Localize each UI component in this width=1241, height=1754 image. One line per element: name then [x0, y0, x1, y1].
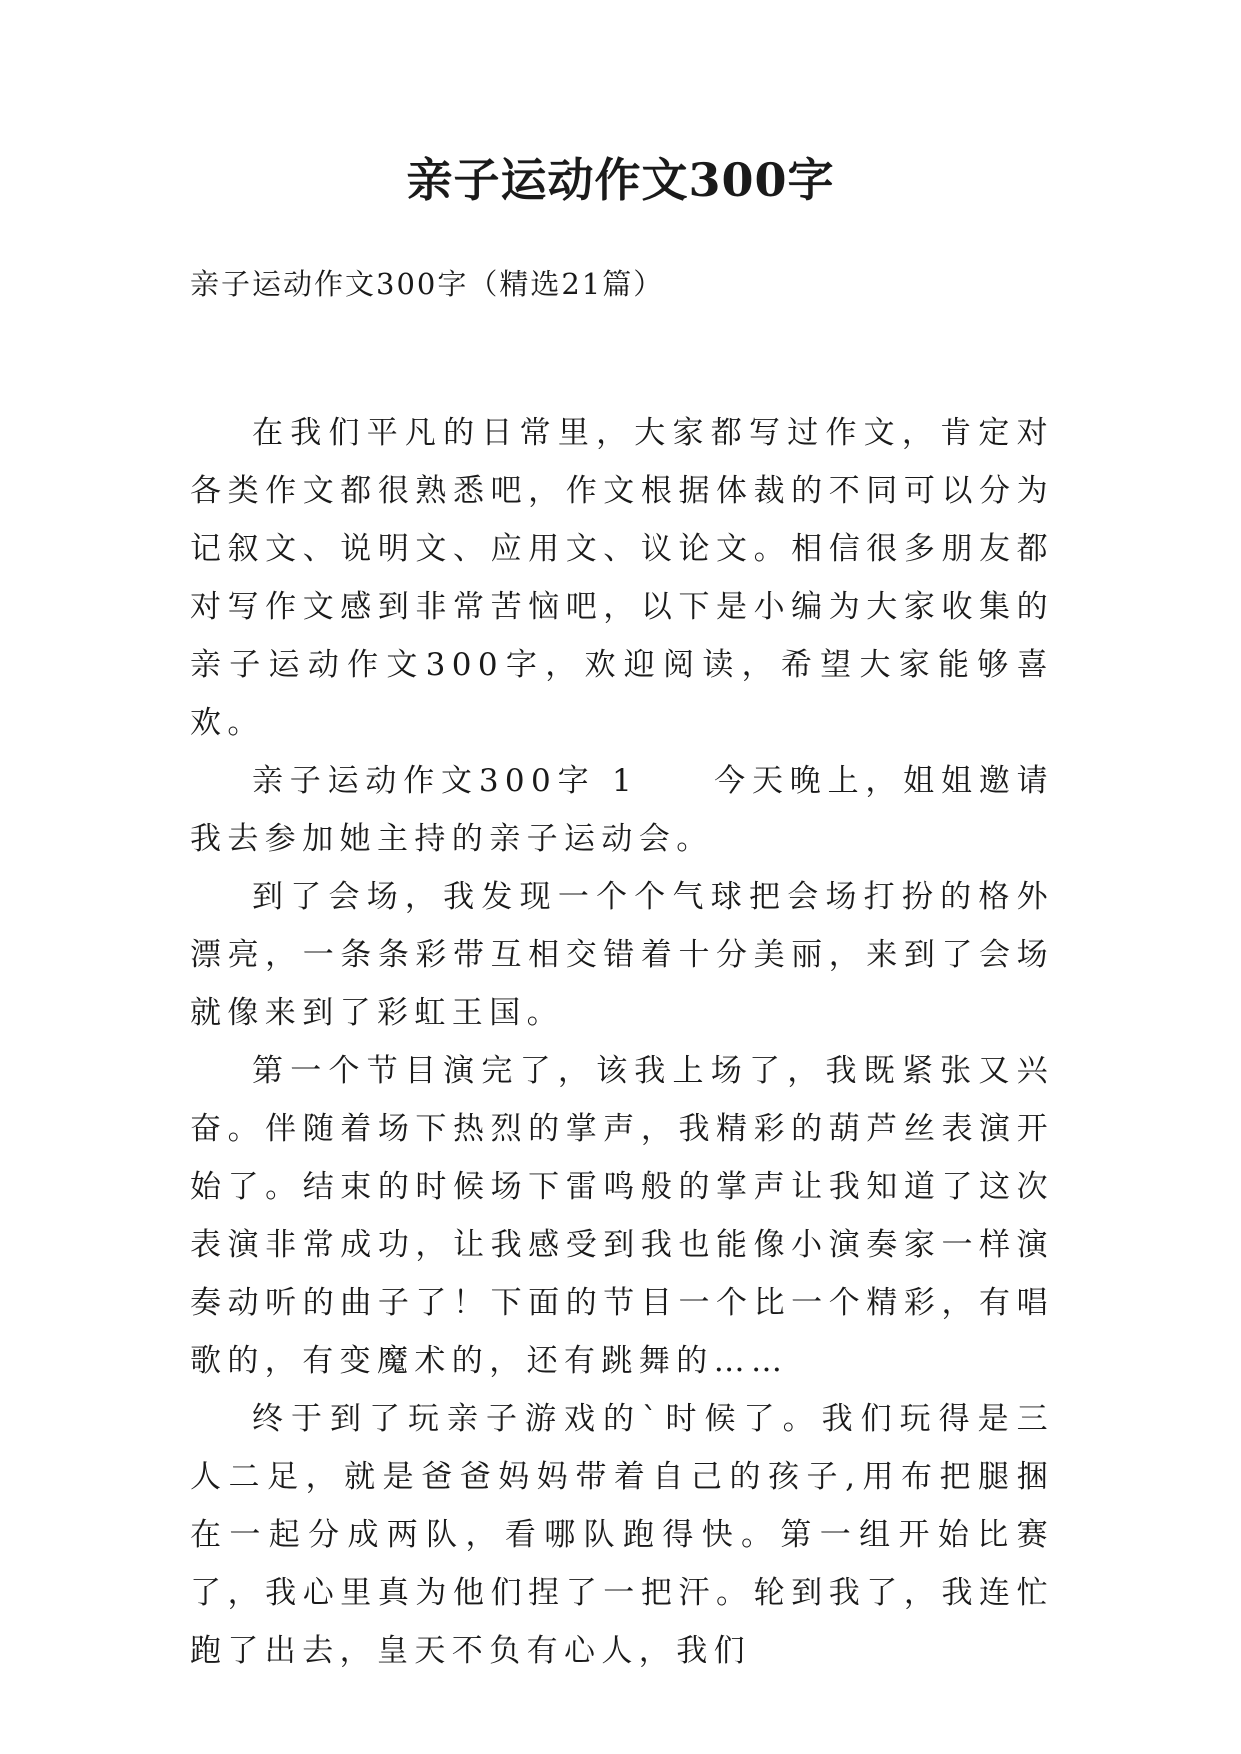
paragraph-venue: 到了会场，我发现一个个气球把会场打扮的格外漂亮，一条条彩带互相交错着十分美丽，来到了会场就像来到了彩虹王国。 — [190, 879, 1054, 1031]
paragraph-essay-1-opening: 亲子运动作文300字 1 今天晚上，姐姐邀请我去参加她主持的亲子运动会。 — [190, 763, 1054, 857]
document-body — [190, 404, 1054, 1680]
paragraph-intro: 在我们平凡的日常里，大家都写过作文，肯定对各类作文都很熟悉吧，作文根据体裁的不同可以分为记叙文、说明文、应用文、议论文。相信很多朋友都对写作文感到非常苦恼吧，以下是小编为大家收集的亲子运动作文300字，欢迎阅读，希望大家能够喜欢。 — [190, 415, 1054, 741]
document-subtitle: 亲子运动作文300字（精选21篇） — [190, 267, 665, 301]
paragraph-game: 终于到了玩亲子游戏的`时候了。我们玩得是三人二足，就是爸爸妈妈带着自己的孩子,用布把腿捆在一起分成两队，看哪队跑得快。第一组开始比赛了，我心里真为他们捏了一把汗。轮到我了，我连忙跑了出去，皇天不负有心人，我们 — [190, 1401, 1054, 1669]
paragraph-performance: 第一个节目演完了，该我上场了，我既紧张又兴奋。伴随着场下热烈的掌声，我精彩的葫芦丝表演开始了。结束的时候场下雷鸣般的掌声让我知道了这次表演非常成功，让我感受到我也能像小演奏家一样演奏动听的曲子了！下面的节目一个比一个精彩，有唱歌的，有变魔术的，还有跳舞的…… — [190, 1053, 1054, 1379]
document-title: 亲子运动作文300字 — [406, 153, 835, 207]
